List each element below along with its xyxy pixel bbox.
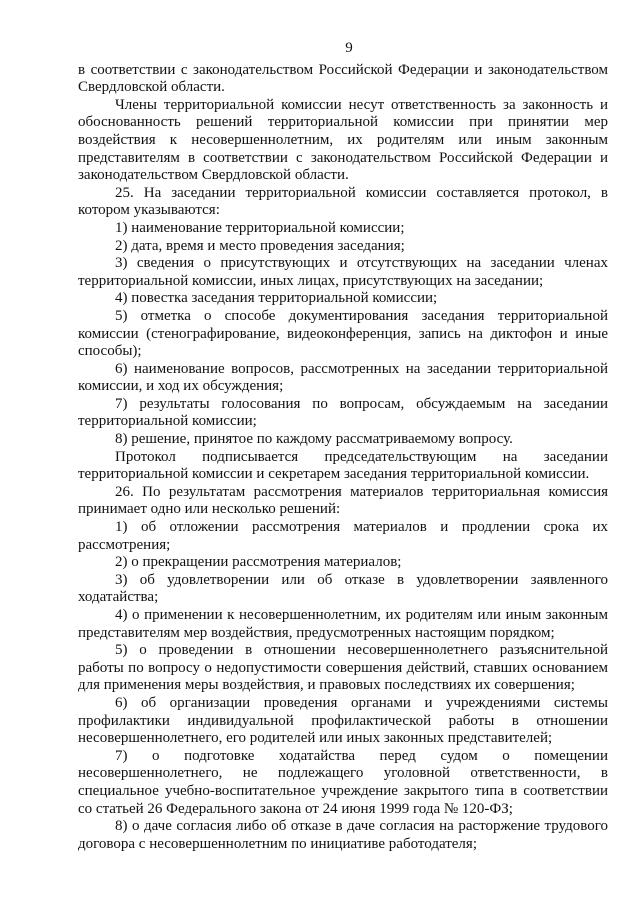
paragraph: Протокол подписывается председательствующим на заседании территориальной комиссии и секретарем заседания территориальной комиссии.	[78, 448, 608, 483]
paragraph: 4) повестка заседания территориальной комиссии;	[115, 290, 438, 307]
paragraph: 6) об организации проведения органами и учреждениями системы профилактики индивидуальной профилактической работы в отношении несовершеннолетнего, его родителей или иных законных представителей;	[78, 694, 608, 747]
paragraph: 8) о даче согласия либо об отказе в даче согласия на расторжение трудового договора с несовершеннолетним по инициативе работодателя;	[78, 818, 608, 852]
paragraph: 8) решение, принятое по каждому рассматриваемому вопросу.	[115, 431, 513, 448]
paragraph: Члены территориальной комиссии несут ответственность за законность и обоснованность решений территориальной комиссии при принятии мер воздействия к несовершеннолетним, их родителям или иным законным представителям в соответствии с законодательством Российской Федерации и законодательством Свердловской области.	[78, 96, 608, 184]
paragraph: 5) о проведении в отношении несовершеннолетнего разъяснительной работы по вопросу о недопустимости совершения действий, ставших основанием для применения меры воздействия, и правовых последствиях их совершения;	[78, 642, 608, 694]
paragraph: 25. На заседании территориальной комиссии составляется протокол, в котором указываются:	[78, 184, 608, 219]
paragraph: 1) наименование территориальной комиссии;	[115, 219, 405, 236]
paragraph: 7) о подготовке ходатайства перед судом о помещении несовершеннолетнего, не подлежащего уголовной ответственности, в специальное учебно-воспитательное учреждение закрытого типа в соответствии со статьей 26 Федерального закона от 24 июня 1999 года № 120-ФЗ;	[78, 747, 608, 817]
paragraph: 26. По результатам рассмотрения материалов территориальная комиссия принимает одно или несколько решений:	[78, 483, 608, 518]
page-number: 9	[345, 40, 353, 56]
paragraph: в соответствии с законодательством Российской Федерации и законодательством Свердловской области.	[78, 61, 608, 96]
paragraph: 1) об отложении рассмотрения материалов и продлении срока их рассмотрения;	[78, 519, 608, 553]
paragraph: 7) результаты голосования по вопросам, обсуждаемым на заседании территориальной комиссии;	[78, 395, 608, 430]
paragraph: 2) дата, время и место проведения заседания;	[115, 237, 405, 254]
document-body	[78, 62, 608, 854]
paragraph: 3) сведения о присутствующих и отсутствующих на заседании членах территориальной комиссии, иных лицах, присутствующих на заседании;	[78, 255, 608, 289]
paragraph: 6) наименование вопросов, рассмотренных на заседании территориальной комиссии, и ход их обсуждения;	[78, 360, 608, 395]
paragraph: 4) о применении к несовершеннолетним, их родителям или иным законным представителям мер воздействия, предусмотренных настоящим порядком;	[78, 607, 608, 641]
paragraph: 2) о прекращении рассмотрения материалов;	[115, 554, 402, 571]
paragraph: 5) отметка о способе документирования заседания территориальной комиссии (стенографирование, видеоконференция, запись на диктофон и иные способы);	[78, 307, 608, 360]
paragraph: 3) об удовлетворении или об отказе в удовлетворении заявленного ходатайства;	[78, 571, 608, 606]
